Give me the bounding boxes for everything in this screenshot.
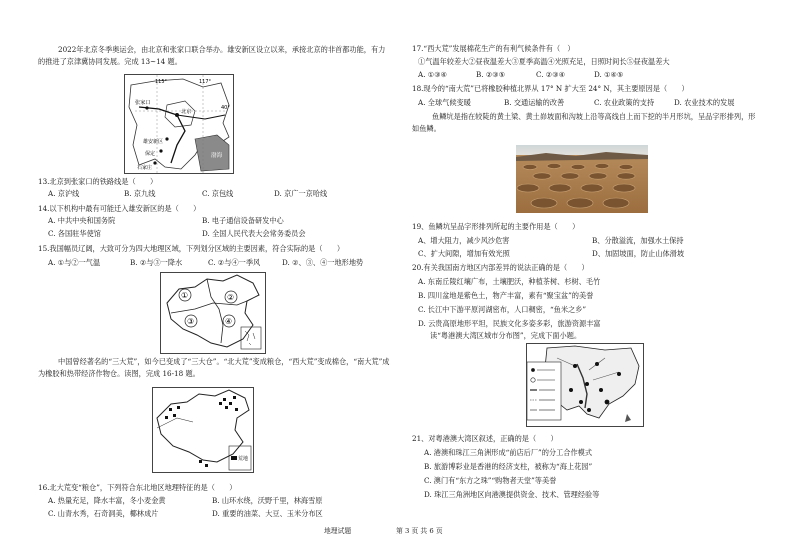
q20-stem: 20.有关我国南方地区内部差异的说法正确的是（ ）	[412, 263, 589, 272]
map-wasteland-svg	[153, 388, 253, 472]
q14-option-c[interactable]: C. 各国驻华使馆	[48, 229, 101, 238]
q19-option-c[interactable]: C、扩大间隙，增加有效光照	[418, 249, 510, 258]
q20-option-d[interactable]: D. 云贵高原地形平坦，民族文化多姿多彩，旅游资源丰富	[418, 319, 601, 328]
q17-option-a[interactable]: A. ①③④	[418, 70, 448, 79]
q16-option-a[interactable]: A. 热量充足，降水丰富，冬小麦金黄	[48, 496, 166, 505]
lon-label-117: 117°	[199, 79, 212, 85]
q20-option-c[interactable]: C. 长江中下游平原河湖密布，人口稠密，“鱼米之乡”	[418, 305, 587, 314]
place-bohai: 渤海	[211, 153, 223, 159]
q15-option-b[interactable]: B. ②与③一降水	[130, 258, 183, 267]
legend-wasteland: 荒地	[238, 456, 249, 462]
q15-option-a[interactable]: A. ①与②一气温	[48, 258, 101, 267]
q15-option-c[interactable]: C. ②与④一季风	[208, 258, 261, 267]
intro-13-14: 2022年北京冬季奥运会，由北京和张家口联合举办。雄安新区设立以来，承接北京的非首都功能，有力的推进了京津冀协同发展。完成 13~14 题。	[38, 45, 386, 66]
q15-option-d[interactable]: D. ②、③、④一地形地势	[282, 258, 364, 267]
q21-option-d[interactable]: D. 珠江三角洲地区向港澳提供资金、技术、管理经验等	[424, 490, 600, 499]
q14-option-b[interactable]: B. 电子通信设备研发中心	[202, 216, 284, 225]
photo-pits-svg	[516, 145, 648, 213]
q15-stem: 15.我国幅员辽阔，大致可分为四大地理区域，下列划分区域的主要因素，符合实际的是（ ）	[38, 244, 345, 253]
map-china-regions-svg	[161, 273, 265, 353]
region-label-2: ②	[227, 293, 235, 302]
q13-stem: 13.北京到张家口的铁路线是（ ）	[38, 177, 158, 186]
map-china-wasteland	[152, 387, 254, 473]
q21-option-a[interactable]: A. 港澳和珠江三角洲形成“前店后厂”的分工合作模式	[424, 448, 593, 457]
q18-stem: 18.现今的“南大荒”已将橡胶种植北界从 17° N 扩大至 24° N，其主要原因是（ ）	[412, 84, 689, 93]
photo-fish-scale-pits	[516, 145, 648, 213]
q14-stem: 14.以下机构中最有可能迁入雄安新区的是（ ）	[38, 204, 201, 213]
wasteland-marks	[165, 396, 238, 467]
region-label-1: ①	[181, 291, 189, 300]
q16-option-c[interactable]: C. 山青水秀，石奇洞美，椰林成片	[48, 509, 159, 518]
q16-option-d[interactable]: D. 重要的油菜、大豆、玉米分布区	[212, 509, 323, 518]
intro-21: 读“粤港澳大湾区城市分布图”，完成下面小题。	[430, 331, 582, 340]
q13-option-b[interactable]: B. 京九线	[124, 189, 156, 198]
map-beijing-svg	[125, 75, 233, 173]
map-china-regions	[160, 272, 266, 354]
map-beijing-region	[124, 74, 234, 174]
region-label-3: ③	[187, 317, 195, 326]
q18-option-b[interactable]: B. 交通运输的改善	[504, 98, 565, 107]
place-beijing: 北京	[181, 109, 192, 115]
q21-option-b[interactable]: B. 旅游博彩业是香港的经济支柱，被称为“海上花园”	[424, 462, 593, 471]
q18-option-a[interactable]: A. 全球气候变暖	[418, 98, 471, 107]
place-baoding: 保定	[145, 151, 156, 157]
region-label-4: ④	[225, 317, 233, 326]
lon-label-115: 115°	[155, 79, 168, 85]
q14-option-d[interactable]: D. 全国人民代表大会常务委员会	[202, 229, 306, 238]
q20-option-b[interactable]: B. 四川盆地是紫色土，物产丰富，素有“聚宝盆”的美誉	[418, 291, 594, 300]
place-zhangjiakou: 张家口	[135, 100, 151, 106]
q17-sub: ①气温年较差大②昼夜温差大③夏季高温④光照充足，日照时间长⑤昼夜温差大	[418, 57, 670, 66]
q14-option-a[interactable]: A. 中共中央和国务院	[48, 216, 116, 225]
q17-option-b[interactable]: B. ②③⑤	[476, 70, 506, 79]
q21-option-c[interactable]: C. 澳门有“东方之珠”“购物者天堂”等美誉	[424, 476, 557, 485]
q17-option-c[interactable]: C. ②③④	[536, 70, 566, 79]
q19-option-a[interactable]: A、增大阻力，减少风沙危害	[418, 236, 510, 245]
intro-16-18: 中国曾经著名的“三大荒”，如今已变成了“三大仓”。“北大荒”变成粮仓，“西大荒”变成棉仓，“南大荒”成为橡胶和热带经济作物仓。读图，完成 16-18 题。	[38, 357, 390, 378]
q17-stem: 17.“西大荒”发展棉花生产的有利气候条件有（ ）	[412, 44, 575, 53]
map-gba-svg	[527, 344, 643, 426]
q21-stem: 21、对粤港澳大湾区叙述，正确的是（ ）	[412, 434, 558, 443]
q19-option-b[interactable]: B、分散溢流，加强水土保持	[592, 236, 684, 245]
lat-label-40: 40°	[221, 105, 230, 111]
footer-page-number: 第 3 页 共 6 页	[396, 527, 443, 535]
q18-option-d[interactable]: D. 农业技术的发展	[674, 98, 735, 107]
right-column	[412, 0, 762, 560]
q13-option-a[interactable]: A. 京沪线	[48, 189, 80, 198]
footer-subject: 地理试题	[324, 527, 352, 535]
q16-option-b[interactable]: B. 山环水绕，沃野千里，林海雪原	[212, 496, 323, 505]
q19-option-d[interactable]: D、加固坡面，防止山体滑坡	[592, 249, 685, 258]
left-column	[38, 0, 390, 560]
map-greater-bay-area	[526, 343, 644, 427]
q19-stem: 19、鱼鳞坑呈品字形排列所起的主要作用是（ ）	[412, 222, 580, 231]
intro-19: 鱼鳞坑是指在较陡的黄土梁、黄土峁坡面和沟坡上沿等高线自上而下挖的半月形坑，呈品字形排列，形如鱼鳞。	[412, 112, 756, 133]
q13-option-d[interactable]: D. 京广一京哈线	[274, 189, 328, 198]
q17-option-d[interactable]: D. ①④⑤	[594, 70, 624, 79]
place-xiongan: 雄安新区	[143, 139, 164, 145]
place-shijiazhuang: 石家庄	[137, 165, 153, 171]
q16-stem: 16.北大荒变“粮仓”，下列符合东北地区地理特征的是（ ）	[38, 483, 237, 492]
q13-option-c[interactable]: C. 京包线	[202, 189, 234, 198]
q20-option-a[interactable]: A. 东南丘陵红壤广布，土壤肥沃，种植茶树、杉树、毛竹	[418, 277, 601, 286]
q18-option-c[interactable]: C. 农业政策的支持	[594, 98, 655, 107]
